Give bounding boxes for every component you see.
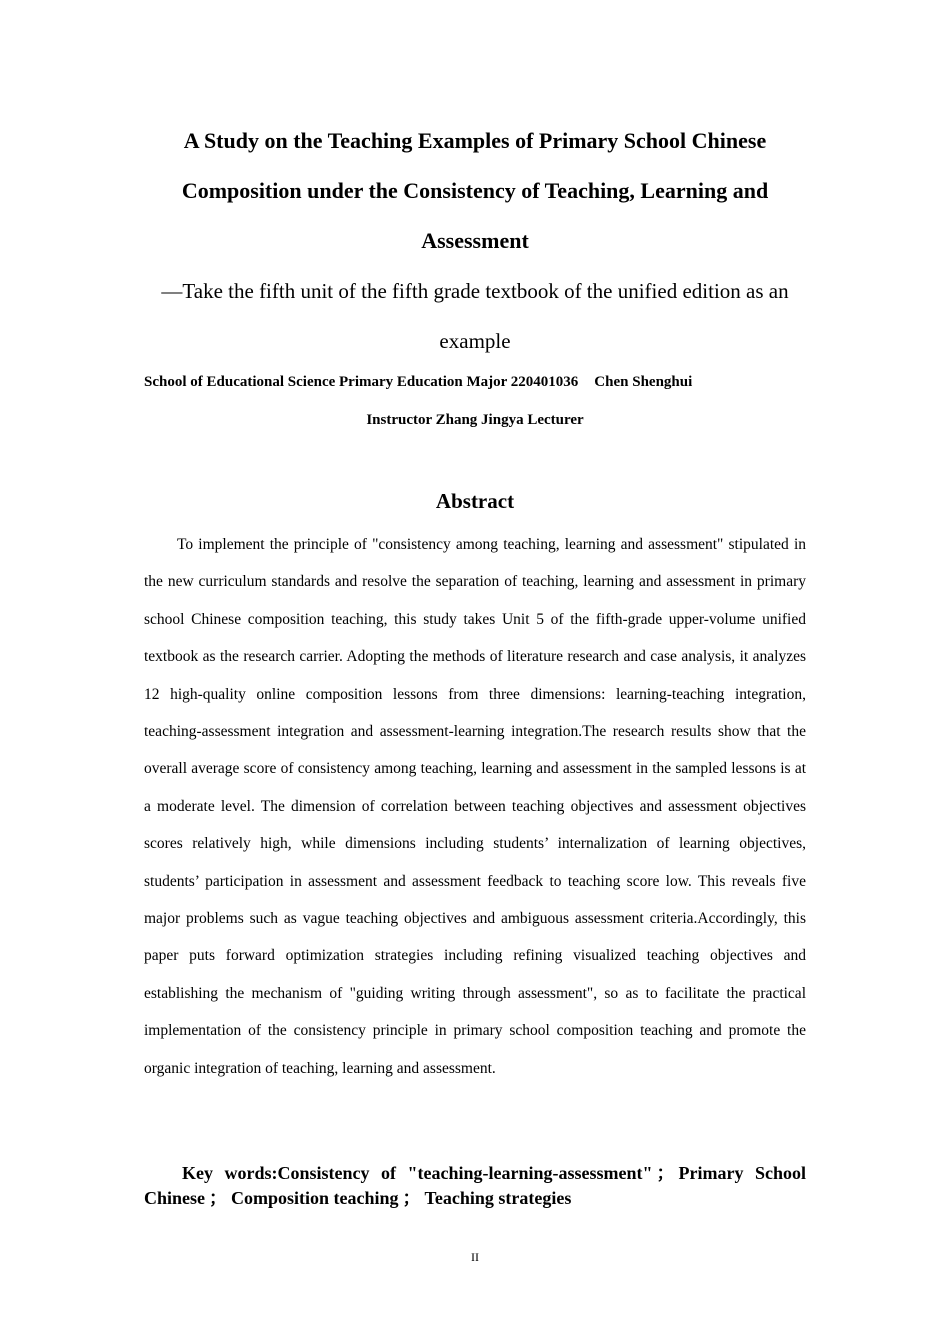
keyword-separator: ； bbox=[209, 1188, 228, 1208]
page-number: II bbox=[471, 1250, 479, 1264]
keyword-separator: ； bbox=[402, 1188, 421, 1208]
author-affiliation: School of Educational Science Primary Education Major 220401036 bbox=[144, 374, 579, 390]
author-name: Chen Shenghui bbox=[594, 374, 693, 390]
abstract-heading: Abstract bbox=[435, 489, 515, 513]
author-line bbox=[144, 371, 806, 393]
keywords-label: Key words: bbox=[182, 1163, 278, 1183]
abstract-body: To implement the principle of "consistency among teaching, learning and assessment" stipulated in the new curriculum standards and resolve the separation of teaching, learning and assessment in primary school Chinese composition teaching, this study takes Unit 5 of the fifth-grade upper-volume unified textbook as the research carrier. Adopting the methods of literature research and case analysis, it analyzes 12 high-quality online composition lessons from three dimensions: learning-teaching integration, teaching-assessment integration and assessment-learning integration.The research results show that the overall average score of consistency among teaching, learning and assessment in the sampled lessons is at a moderate level. The dimension of correlation between teaching objectives and assessment objectives scores relatively high, while dimensions including students’ internalization of learning objectives, students’ participation in assessment and assessment feedback to teaching score low. This reveals five major problems such as vague teaching objectives and ambiguous assessment criteria.Accordingly, this paper puts forward optimization strategies including refining visualized teaching objectives and establishing the mechanism of "guiding writing through assessment", so as to facilitate the practical implementation of the consistency principle in primary school composition teaching and promote the organic integration of teaching, learning and assessment. bbox=[144, 536, 806, 1077]
paper-subtitle: —Take the fifth unit of the fifth grade textbook of the unified edition as an example bbox=[161, 279, 789, 353]
keywords-paragraph bbox=[144, 1161, 806, 1211]
instructor-line: Instructor Zhang Jingya Lecturer bbox=[366, 412, 584, 428]
keyword-separator: ； bbox=[656, 1163, 675, 1183]
keyword-item: Composition teaching bbox=[231, 1188, 399, 1208]
keyword-item: Consistency of "teaching-learning-assessment" bbox=[277, 1163, 653, 1183]
keyword-item: Primary School Chinese bbox=[144, 1163, 806, 1208]
keyword-item: Teaching strategies bbox=[424, 1188, 572, 1208]
paper-title: A Study on the Teaching Examples of Primary School Chinese Composition under the Consistency of Teaching, Learning and Assessment bbox=[181, 128, 769, 253]
